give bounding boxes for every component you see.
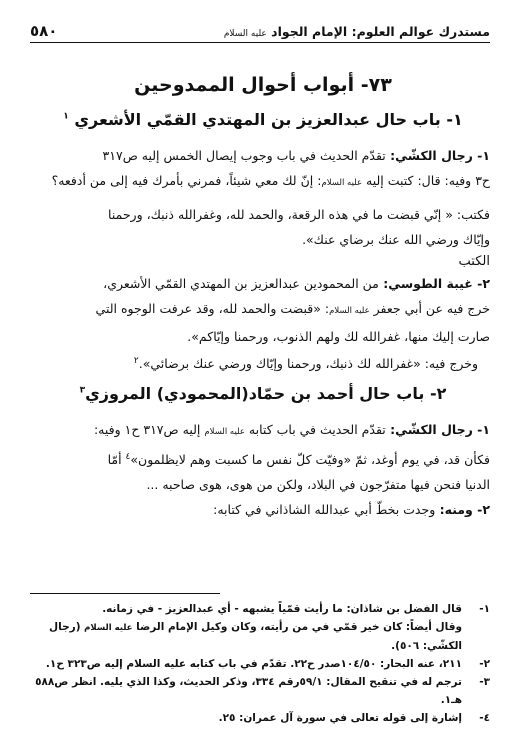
- running-title: [224, 24, 490, 42]
- honorific: عليه السلام: [321, 178, 363, 188]
- footnote-text: (رجال الكشّي: ٥٠٦).: [49, 621, 462, 652]
- footnote-ref: ١: [63, 111, 69, 122]
- footnote-text: وقال أيضاً: كان خير قمّي في من رأيته، وكان وكيل الإمام الرضا: [132, 621, 462, 633]
- chapter-title: ٧٣- أبواب أحوال الممدوحين: [134, 74, 392, 96]
- text-line: الدنيا فنحن فيها متفرّجون في البلاد، ولكن من هوى، هوى صاحبه ...: [146, 477, 490, 493]
- footnote-item: [30, 655, 490, 673]
- footnote-number: ٤-: [479, 712, 490, 724]
- footnote-continuation: [30, 618, 490, 655]
- text-line: صارت إليك منها، غفرالله لك ولهم الذنوب، ورحمنا وإيّاكم».: [187, 329, 490, 344]
- subheading-label: الكتب: [458, 254, 490, 269]
- main-content: [36, 74, 490, 522]
- text-line: من المحمودين عبدالعزيز بن المهتدي القمّي الأشعري،: [103, 276, 379, 291]
- paragraph: [36, 349, 490, 376]
- text-line: تقدّم الحديث في باب كتابه: [244, 422, 386, 438]
- paragraph: [36, 143, 490, 168]
- source-label: ٢- غيبة الطوسي:: [378, 276, 490, 291]
- footnote-text: إشارة إلى قوله تعالى في سورة آل عمران: ٢٥.: [218, 712, 462, 724]
- footnote-number: ٣-: [479, 676, 490, 688]
- paragraph: [36, 497, 490, 522]
- paragraph: [36, 271, 490, 296]
- paragraph-line: [36, 472, 490, 497]
- text-line: وإيّاك ورضي الله عنك برضاي عنك».: [302, 232, 490, 247]
- section-title-text: ٢- باب حال أحمد بن حمّاد(المحمودي) المروزي: [85, 384, 447, 404]
- text-line: فكتب: « إنّي قبضت ما في هذه الرقعة، والحمد لله، وغفرالله ذنبك، ورحمنا: [108, 207, 490, 222]
- honorific: عليه السلام: [223, 29, 267, 39]
- running-header: [30, 20, 490, 43]
- footnote-separator: [30, 593, 220, 594]
- paragraph-line: [36, 168, 490, 196]
- text-line: أمّا: [107, 452, 126, 468]
- text-line: ح٣ وفيه: قال: كتبت إليه: [362, 173, 490, 188]
- text-line: وجدت بخطّ أبي عبدالله الشاذاني في كتابه:: [213, 502, 436, 518]
- paragraph-line: [36, 296, 490, 324]
- footnote-text: قال الفضل بن شاذان: ما رأيت قمّياً يشبهه - أي عبدالعزيز - في زمانه.: [102, 603, 462, 615]
- text-line: فكأن قد، في يوم أوغد، ثمّ «وفيّت كلّ نفس ما كسبت وهم لايظلمون»: [130, 452, 490, 468]
- footnote-item: [30, 600, 490, 618]
- source-label: ١- رجال الكشّي:: [385, 422, 490, 438]
- honorific: عليه السلام: [84, 623, 133, 633]
- text-line: : «قبضت والحمد لله، وقد عرفت الوجوه التي: [95, 301, 330, 316]
- text-line: وخرج فيه: «غفرالله لك ذنبك، ورحمنا وإيّاك ورضي عنك برضائي».: [138, 356, 479, 372]
- text-line: إليه ص٣١٧ ح١ وفيه:: [93, 422, 205, 438]
- text-line: تقدّم الحديث في باب وجوب إيصال الخمس إليه ص٣١٧: [102, 148, 386, 163]
- paragraph: [36, 202, 490, 227]
- source-label: ١- رجال الكشّي:: [385, 148, 490, 163]
- footnote-ref: ٤: [125, 452, 131, 463]
- paragraph-line: [36, 227, 490, 252]
- footnotes: [30, 600, 490, 727]
- page-number: ٥٨٠: [30, 22, 58, 40]
- footnote-item: [30, 709, 490, 727]
- footnote-text: ٢١١، عنه البحار: ١٠٤/٥٠صدر ح٢٢. تقدّم في باب كتابه عليه السلام إليه ص٣٢٣ ح١.: [45, 658, 462, 670]
- footnote-ref: ٢: [133, 356, 139, 366]
- section-title: [36, 110, 490, 129]
- footnote-item: [30, 673, 490, 709]
- text-line: : إنّ لك معي شيئاً، فمرني بأمرك فيه إلى من أدفعه؟: [51, 173, 322, 188]
- paragraph-line: [36, 445, 490, 472]
- footnote-number: ١-: [479, 603, 490, 615]
- section-title: [36, 384, 490, 403]
- footnote-number: ٢-: [479, 658, 490, 670]
- text-line: خرج فيه عن أبي جعفر: [369, 301, 490, 316]
- paragraph: [36, 417, 490, 445]
- paragraph-line: [36, 324, 490, 349]
- running-title-text: مستدرك عوالم العلوم: الإمام الجواد: [271, 24, 490, 39]
- honorific: عليه السلام: [204, 427, 245, 438]
- source-label: ٢- ومنه:: [435, 502, 490, 518]
- section-title-text: ١- باب حال عبدالعزيز بن المهتدي القمّي الأشعري: [74, 110, 463, 129]
- footnote-ref: ٣: [79, 385, 86, 396]
- honorific: عليه السلام: [329, 306, 370, 316]
- footnote-text: ترجم له في تنقيح المقال: ٥٩/١رقم ٣٣٤، وذكر الحديث، وكذا الذي يليه. انظر ص٥٨٨ هـ١.: [35, 676, 462, 706]
